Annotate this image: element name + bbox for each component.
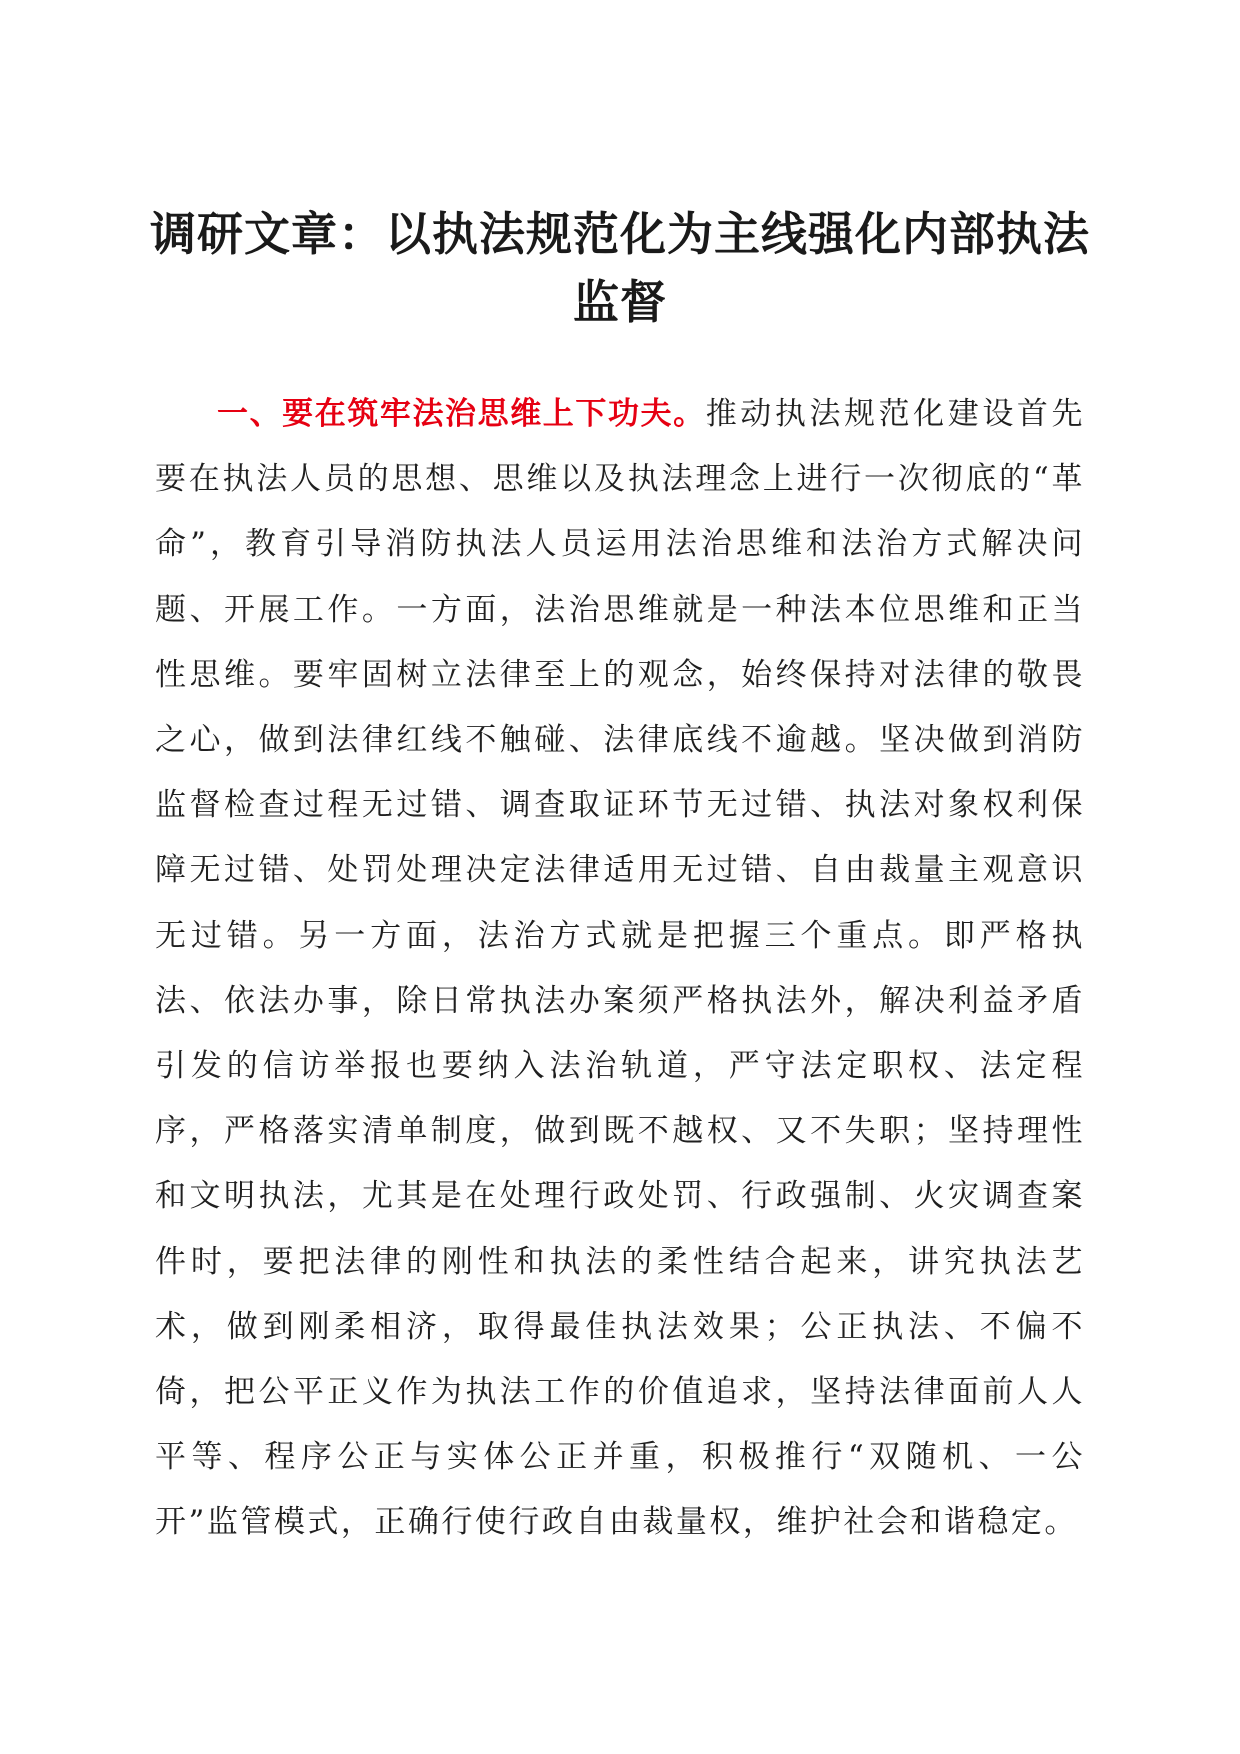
section-body-text: 推动执法规范化建设首先要在执法人员的思想、思维以及执法理念上进行一次彻底的“革命”，教育引导消防执法人员运用法治思维和法治方式解决问题、开展工作。一方面，法治思维就是一种法本位思维和正当性思维。要牢固树立法律至上的观念，始终保持对法律的敬畏之心，做到法律红线不触碰、法律底线不逾越。坚决做到消防监督检查过程无过错、调查取证环节无过错、执法对象权利保障无过错、处罚处理决定法律适用无过错、自由裁量主观意识无过错。另一方面，法治方式就是把握三个重点。即严格执法、依法办事，除日常执法办案须严格执法外，解决利益矛盾引发的信访举报也要纳入法治轨道，严守法定职权、法定程序，严格落实清单制度，做到既不越权、又不失职；坚持理性和文明执法，尤其是在处理行政处罚、行政强制、火灾调查案件时，要把法律的刚性和执法的柔性结合起来，讲究执法艺术，做到刚柔相济，取得最佳执法效果；公正执法、不偏不倚，把公平正义作为执法工作的价值追求，坚持法律面前人人平等、程序公正与实体公正并重，积极推行“双随机、一公开”监管模式，正确行使行政自由裁量权，维护社会和谐稳定。 xyxy=(155,396,1086,1541)
section-heading: 一、要在筑牢法治思维上下功夫。 xyxy=(217,396,706,432)
document-title: 调研文章：以执法规范化为主线强化内部执法监督 xyxy=(150,207,1090,329)
section-paragraph xyxy=(155,382,1085,1556)
